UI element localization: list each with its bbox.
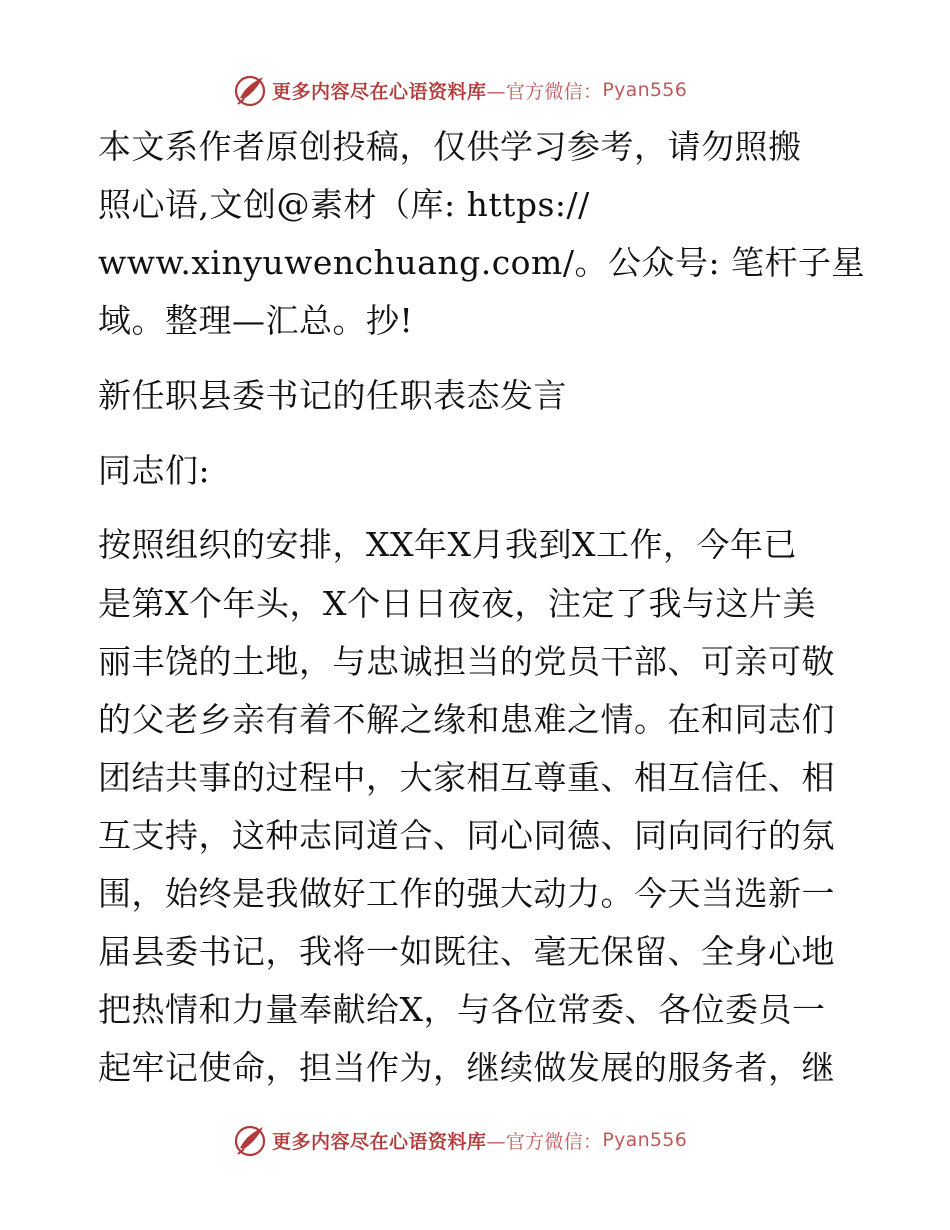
body-line-2: 是第X个年头，X个日日夜夜，注定了我与这片美 <box>98 584 816 623</box>
body-line-9: 把热情和力量奉献给X，与各位常委、各位委员一 <box>98 990 826 1029</box>
notice-line-4: 域。整理—汇总。抄! <box>98 301 414 340</box>
body-line-1: 按照组织的安排，XX年X月我到X工作，今年已 <box>98 525 797 564</box>
document-title: 新任职县委书记的任职表态发言 <box>98 376 567 415</box>
watermark-contact-label: —官方微信： <box>486 80 603 103</box>
body-line-7: 围，始终是我做好工作的强大动力。今天当选新一 <box>98 874 835 913</box>
watermark-brand-text: 更多内容尽在心语资料库 <box>272 1130 487 1153</box>
footer-watermark <box>232 1120 687 1160</box>
pen-nib-logo-icon <box>232 72 268 108</box>
body-line-10: 起牢记使命，担当作为，继续做发展的服务者，继 <box>98 1048 835 1087</box>
header-watermark <box>232 70 687 110</box>
watermark-brand-text: 更多内容尽在心语资料库 <box>272 80 487 103</box>
body-line-8: 届县委书记，我将一如既往、毫无保留、全身心地 <box>98 932 835 971</box>
document-salutation: 同志们: <box>98 451 211 490</box>
body-line-4: 的父老乡亲有着不解之缘和患难之情。在和同志们 <box>98 700 835 739</box>
watermark-wechat-id: Pyan556 <box>602 1129 688 1151</box>
watermark-wechat-id: Pyan556 <box>602 79 688 101</box>
body-line-5: 团结共事的过程中，大家相互尊重、相互信任、相 <box>98 758 835 797</box>
pen-nib-logo-icon <box>232 1122 268 1158</box>
notice-line-2: 照心语,文创@素材（库: https:// <box>98 185 590 224</box>
notice-line-1: 本文系作者原创投稿，仅供学习参考，请勿照搬 <box>98 127 802 166</box>
watermark-contact-label: —官方微信： <box>486 1130 603 1153</box>
body-line-6: 互支持，这种志同道合、同心同德、同向同行的氛 <box>98 816 835 855</box>
notice-line-3: www.xinyuwenchuang.com/。公众号: 笔杆子星 <box>98 243 866 282</box>
body-line-3: 丽丰饶的土地，与忠诚担当的党员干部、可亲可敬 <box>98 642 835 681</box>
